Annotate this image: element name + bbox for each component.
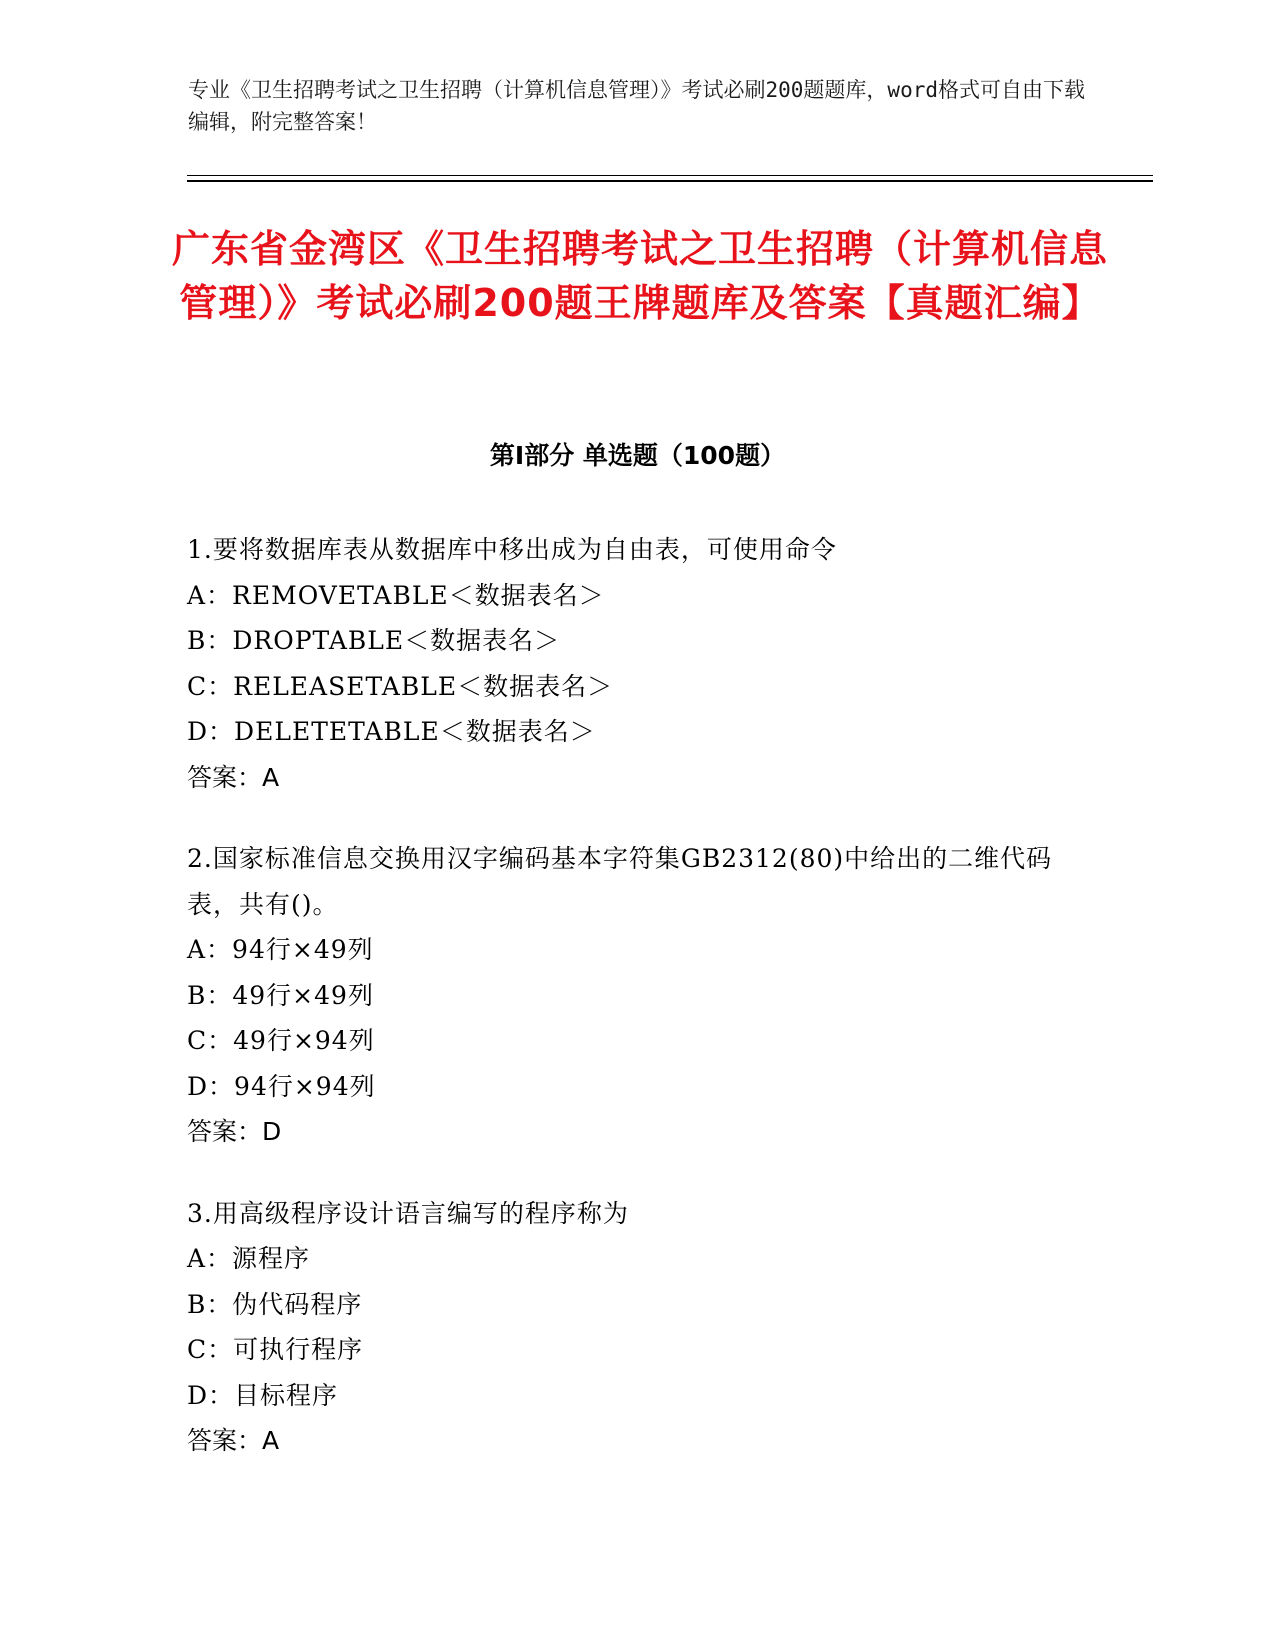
question-3 (187, 1191, 1087, 1464)
header-note: 专业《卫生招聘考试之卫生招聘（计算机信息管理）》考试必刷200题题库，word格式可自由下载编辑，附完整答案！ (188, 78, 1085, 134)
question-stem: 1.要将数据库表从数据库中移出成为自由表，可使用命令 (187, 535, 837, 564)
answer-line: 答案：A (187, 1426, 280, 1455)
question-stem: 2.国家标准信息交换用汉字编码基本字符集GB2312(80)中给出的二维代码表，共有()。 (187, 844, 1053, 919)
question-2 (187, 836, 1087, 1155)
option-b: B：49行×49列 (187, 980, 374, 1010)
option-a: A：REMOVETABLE＜数据表名＞ (187, 580, 605, 610)
option-d: D：94行×94列 (187, 1071, 376, 1101)
answer-line: 答案：D (187, 1117, 282, 1146)
section-heading: 第Ⅰ部分 单选题（100题） (489, 441, 786, 470)
question-1 (187, 527, 1087, 800)
header-divider-thick (187, 180, 1153, 182)
option-b: B：DROPTABLE＜数据表名＞ (187, 626, 561, 655)
option-a: A：94行×49列 (187, 935, 374, 964)
option-d: D：DELETETABLE＜数据表名＞ (187, 717, 596, 746)
option-c: C：RELEASETABLE＜数据表名＞ (187, 671, 614, 701)
document-title: 广东省金湾区《卫生招聘考试之卫生招聘（计算机信息管理）》考试必刷200题王牌题库及答案【真题汇编】 (171, 227, 1108, 325)
option-c: C：可执行程序 (187, 1335, 364, 1364)
answer-line: 答案：A (187, 762, 280, 792)
option-c: C：49行×94列 (187, 1026, 375, 1055)
option-d: D：目标程序 (187, 1380, 339, 1410)
header-divider-thin (187, 175, 1153, 176)
option-b: B：伪代码程序 (187, 1289, 363, 1319)
question-list (187, 527, 1087, 1500)
option-a: A：源程序 (187, 1244, 311, 1273)
question-stem: 3.用高级程序设计语言编写的程序称为 (187, 1198, 629, 1228)
